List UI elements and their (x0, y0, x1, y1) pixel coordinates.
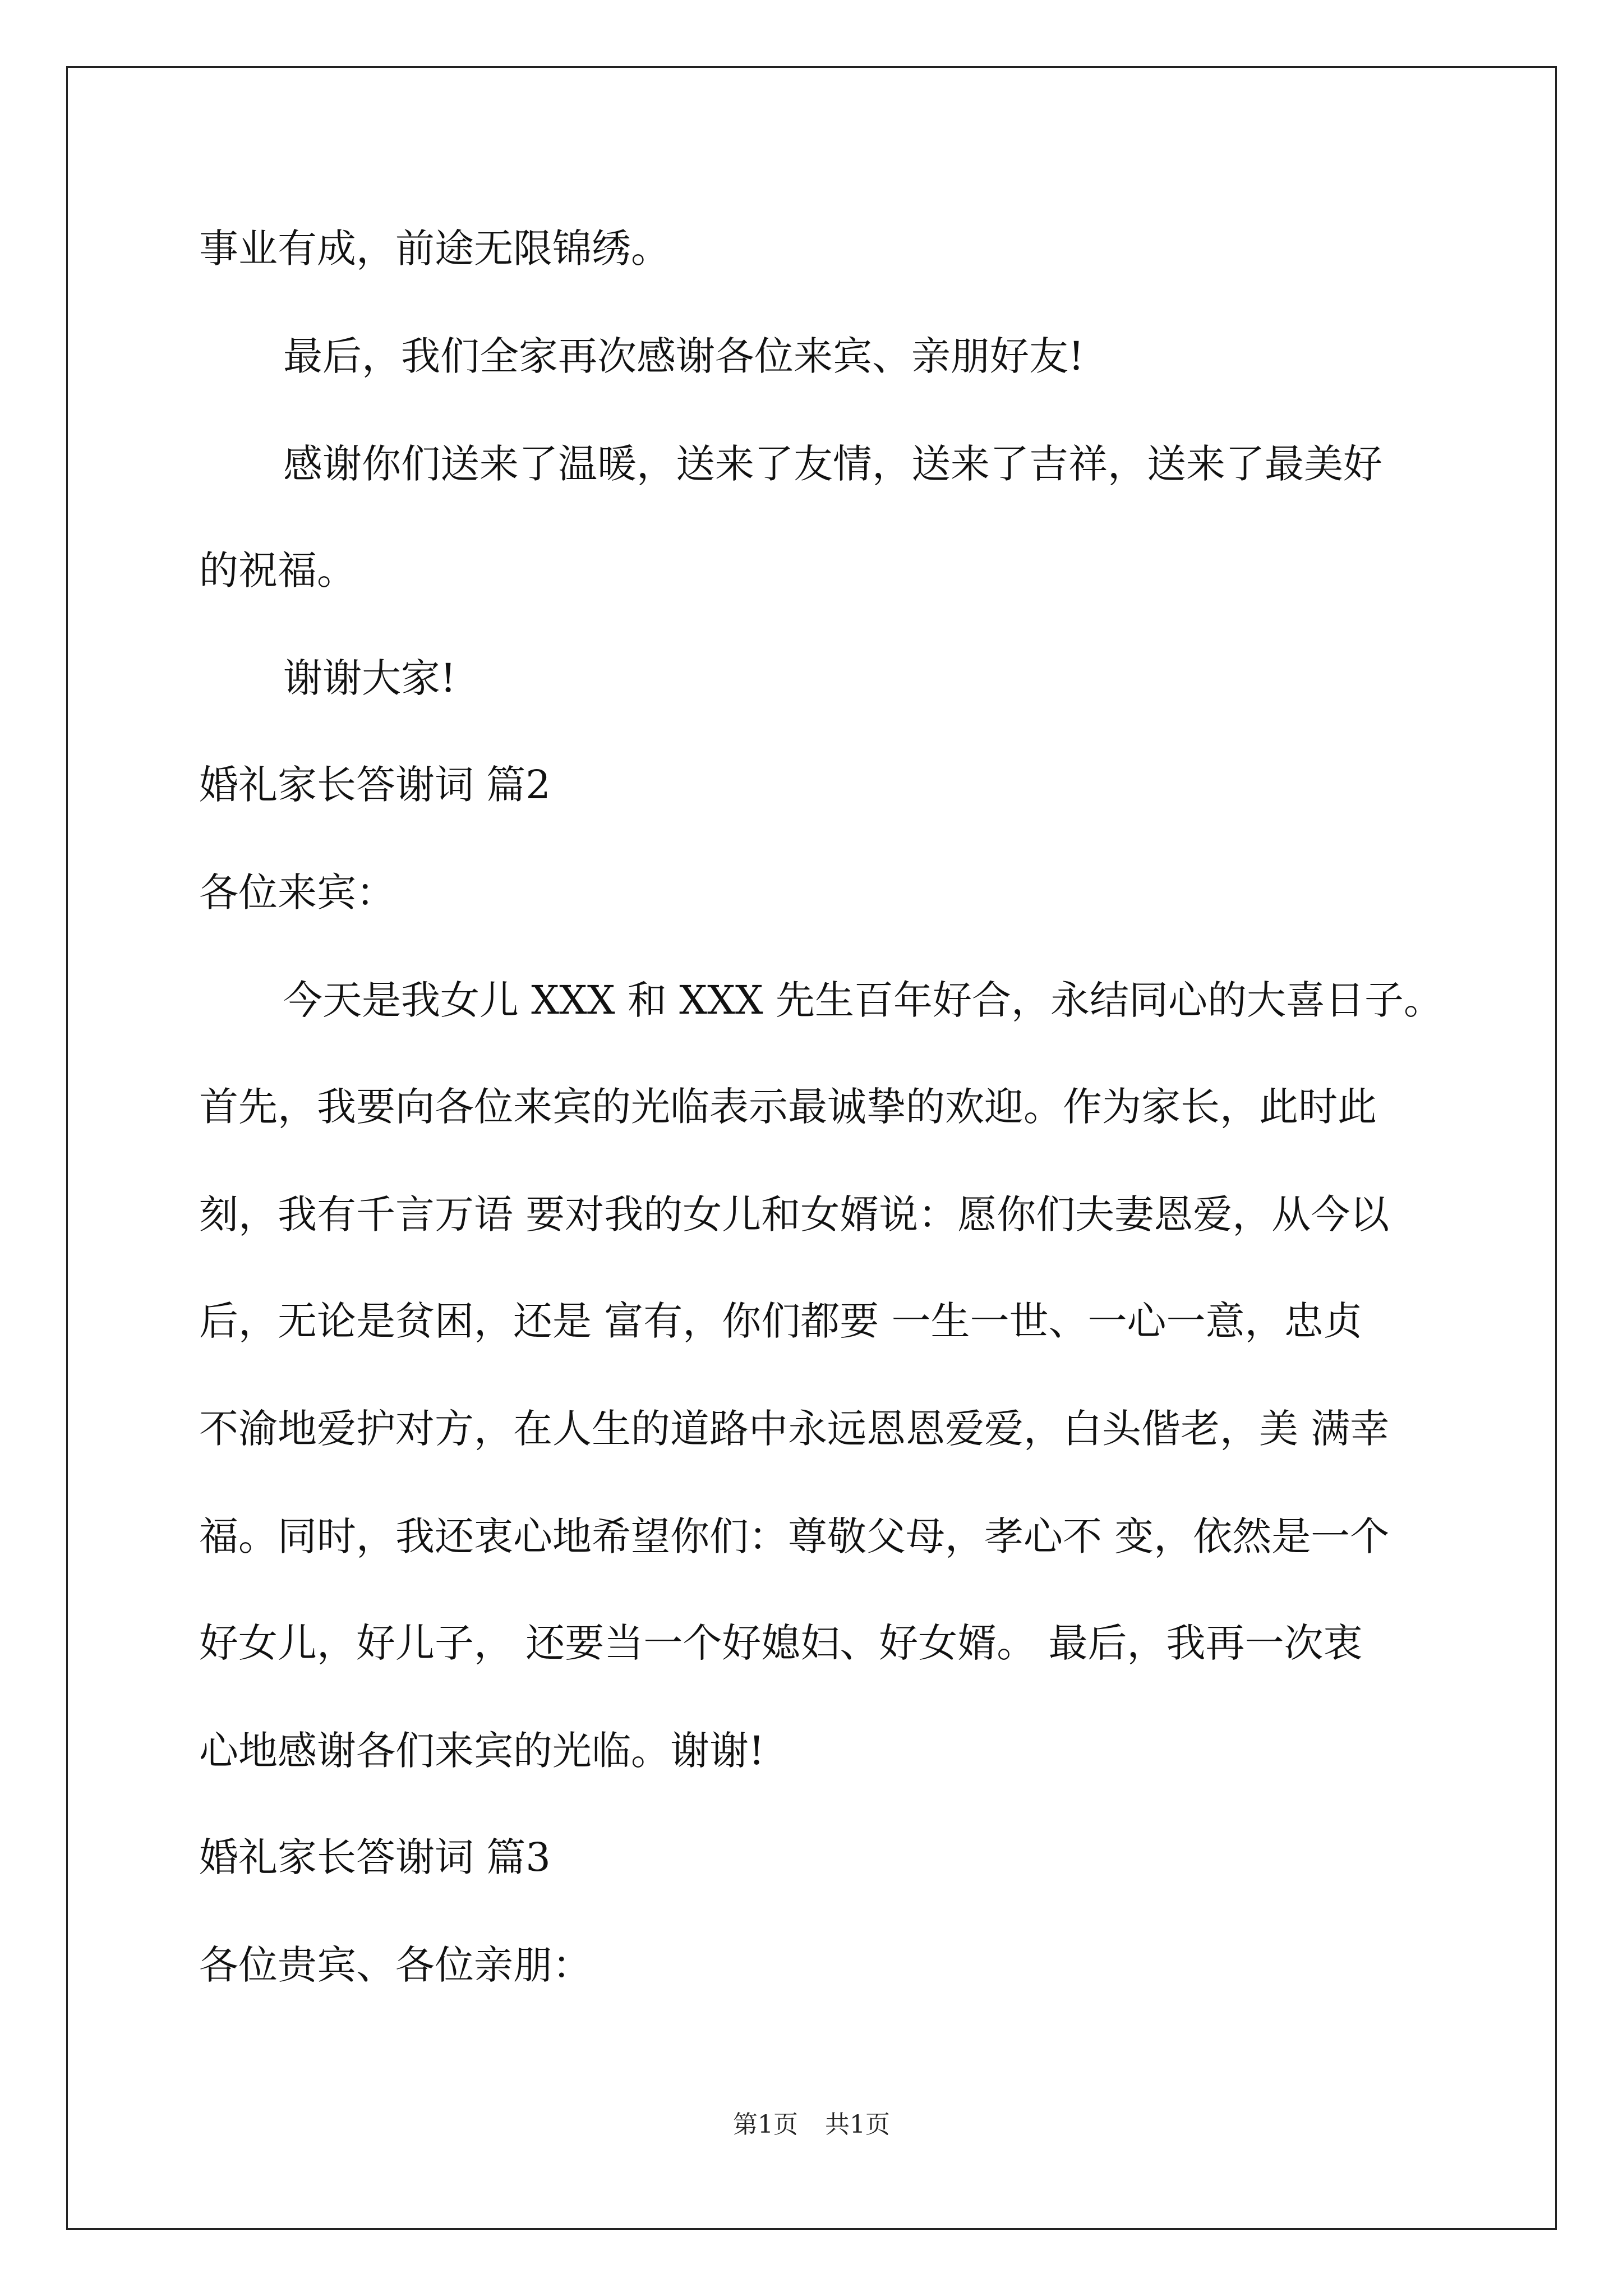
text-line: 刻，我有千言万语 要对我的女儿和女婿说：愿你们夫妻恩爱，从今以 (199, 1191, 1390, 1237)
section-heading: 婚礼家长答谢词 篇2 (199, 762, 551, 808)
text-line: 今天是我女儿 XXX 和 XXX 先生百年好合，永结同心的大喜日子。 (283, 977, 1444, 1023)
text-line: 心地感谢各们来宾的光临。谢谢! (199, 1728, 765, 1774)
salutation: 各位来宾： (199, 869, 395, 915)
salutation: 各位贵宾、各位亲朋： (199, 1942, 592, 1988)
section-heading: 婚礼家长答谢词 篇3 (199, 1834, 551, 1880)
text-line: 后，无论是贫困，还是 富有，你们都要 一生一世、一心一意，忠贞 (199, 1298, 1363, 1344)
page-total: 共1页 (825, 2110, 890, 2139)
page-number: 第1页 (733, 2110, 798, 2139)
text-line: 首先，我要向各位来宾的光临表示最诚挚的欢迎。作为家长，此时此 (199, 1084, 1377, 1130)
text-line: 谢谢大家! (283, 655, 457, 701)
text-line: 福。同时，我还衷心地希望你们：尊敬父母，孝心不 变，依然是一个 (199, 1513, 1390, 1559)
text-line: 好女儿，好儿子， 还要当一个好媳妇、好女婿。 最后，我再一次衷 (199, 1620, 1363, 1666)
page-footer (0, 2109, 1623, 2141)
text-line: 的祝福。 (199, 547, 356, 593)
text-line: 事业有成，前途无限锦绣。 (199, 226, 670, 272)
text-line: 感谢你们送来了温暖，送来了友情，送来了吉祥，送来了最美好 (283, 441, 1382, 487)
text-line: 不渝地爱护对方，在人生的道路中永远恩恩爱爱，白头偕老，美 满幸 (199, 1406, 1390, 1452)
text-line: 最后，我们全家再次感谢各位来宾、亲朋好友! (283, 333, 1085, 379)
page-border (66, 66, 1557, 2230)
